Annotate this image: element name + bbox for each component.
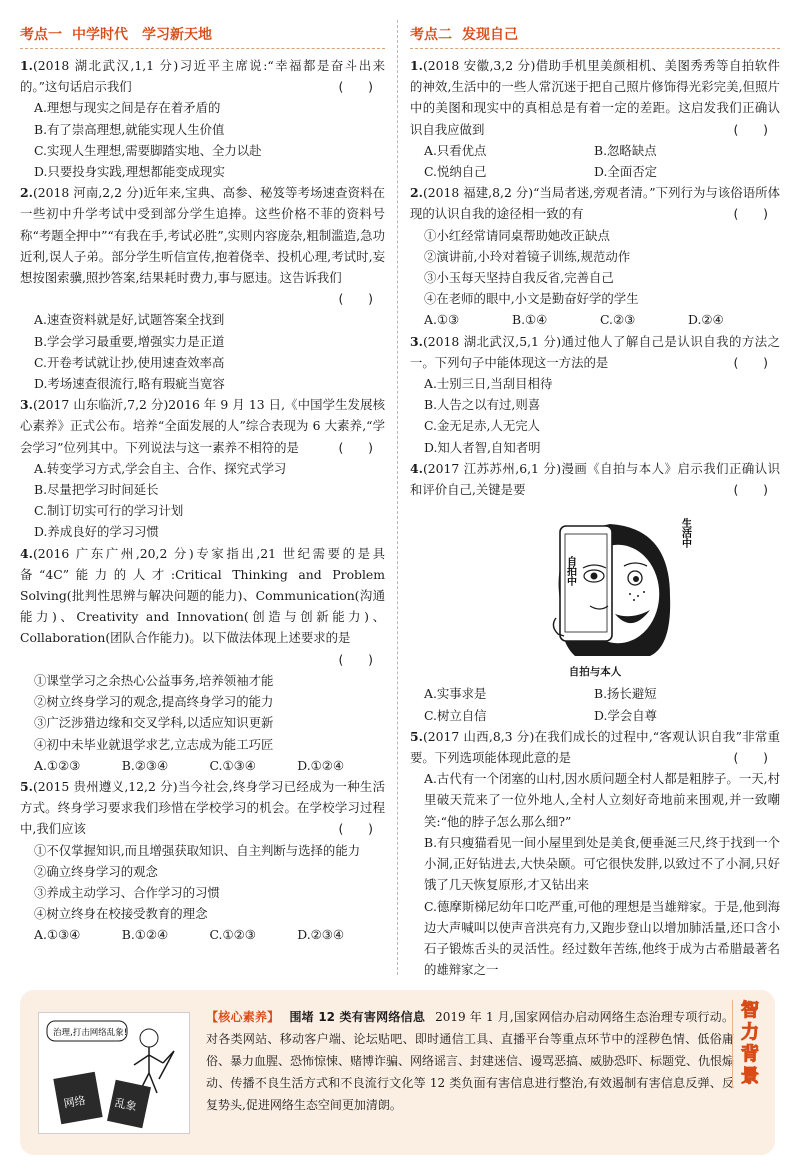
answer-paren: ( )	[733, 482, 768, 498]
speech-bubble: 治理,打击网络乱象!	[53, 1028, 128, 1038]
statement: ②确立终身学习的观念	[34, 863, 158, 879]
choice: D.②③④	[297, 927, 345, 943]
choice-grid	[410, 683, 780, 725]
left-column	[20, 0, 385, 946]
choice: A.①③④	[34, 927, 81, 943]
section-title: 中学时代 学习新天地	[72, 27, 212, 43]
statement: ③小玉每天坚持自我反省,完善自己	[424, 270, 614, 286]
section-label: 考点二	[410, 27, 452, 43]
question-stem: (2018 河南,2,2 分)近年来,宝典、高参、秘笈等考场速查资料在一些初中升学考试中受到部分学生追捧。这些价格不菲的资料号称“考题全押中”“有我在手,考试必胜”,实则内容庞杂,粗制滥造,急功近利,误人子弟。部分学生听信宣传,抱着侥幸、投机心理,考试时,妄想按图索骥,照抄答案,结果耗时费力,事与愿违。这告诉我们	[20, 185, 385, 286]
option: B.尽量把学习时间延长	[34, 482, 159, 498]
question-stem: (2018 湖北武汉,5,1 分)通过他人了解自己是认识自我的方法之一。下列句子中能体现这一方法的是	[410, 333, 780, 370]
option: C.实现人生理想,需要脚踏实地、全力以赴	[34, 142, 262, 158]
choice: B.②③④	[121, 757, 169, 773]
option: C.金无足赤,人无完人	[424, 418, 541, 434]
option: D.养成良好的学习习惯	[34, 524, 159, 540]
statement: ③养成主动学习、合作学习的习惯	[34, 884, 220, 900]
answer-paren: ( )	[733, 354, 768, 370]
option: A.转变学习方式,学会自主、合作、探究式学习	[34, 460, 287, 476]
section-rule	[410, 48, 780, 49]
answer-paren: ( )	[733, 121, 768, 137]
option: B.人告之以有过,则喜	[424, 397, 541, 413]
choice-grid	[410, 140, 780, 182]
statement: ②演讲前,小玲对着镜子训练,规范动作	[424, 248, 631, 264]
statement: ①不仅掌握知识,而且增强获取知识、自主判断与选择的能力	[34, 842, 361, 858]
option: C.制订切实可行的学习计划	[34, 503, 184, 519]
choice: C.悦纳自己	[424, 164, 487, 180]
question-stem: (2018 福建,8,2 分)“当局者迷,旁观者清。”下列行为与该俗语所体现的认识自我的途径相一致的有	[410, 185, 780, 222]
statement: ①小红经常请同桌帮助她改正缺点	[424, 227, 610, 243]
option: A.士别三日,当刮目相待	[424, 376, 553, 392]
question-stem: (2015 贵州遵义,12,2 分)当今社会,终身学习已经成为一种生活方式。终身学习要求我们珍惜在学校学习的机会。在学校学习过程中,我们应该	[20, 778, 385, 837]
question-stem: (2018 湖北武汉,1,1 分)习近平主席说:“幸福都是奋斗出来的。”这句话启示我们	[20, 58, 385, 95]
question-1-4: 4.(2016 广东广州,20,2 分)专家指出,21 世纪需要的是具备“4C”能力的人才:Critical Thinking and Problem Solving(批判性思辨与解决问题的能力)、Communication(沟通能力)、Creativity and Innovation(创造与创新能力)、Collaboration(团队合作能力)。以下做法体现上述要求的是 ( ) ①课堂学习之余热心公益事务,培养领袖才能 ②树立终身学习的观念,提高终身学习的能力 ③广泛涉猎边缘和交叉学科,以适应知识更新 ④初中未毕业就退学求艺,立志成为能工巧匠 A.①②③ B.②③④ C.①③④ D.①②④	[20, 543, 385, 776]
question-1-3: 3.(2017 山东临沂,7,2 分)2016 年 9 月 13 日,《中国学生发展核心素养》正式公布。培养“全面发展的人”综合表现为 6 大素养,“学会学习”位列其中。下列说法与这一素养不相符的是 ( ) A.转变学习方式,学会自主、合作、探究式学习 B.尽量把学习时间延长 C.制订切实可行的学习计划 D.养成良好的学习习惯	[20, 394, 385, 542]
side-label-background: 智力背景	[732, 1000, 761, 1088]
question-2-2: 2.(2018 福建,8,2 分)“当局者迷,旁观者清。”下列行为与该俗语所体现的认识自我的途径相一致的有 ( ) ①小红经常请同桌帮助她改正缺点 ②演讲前,小玲对着镜子训练,规范动作 ③小玉每天坚持自我反省,完善自己 ④在老师的眼中,小文是勤奋好学的学生 A.①③ B.①④ C.②③ D.②④	[410, 182, 780, 330]
option: A.速查资料就是好,试题答案全找到	[34, 312, 225, 328]
choice: B.①④	[512, 312, 548, 328]
choice: C.树立自信	[424, 707, 487, 723]
option: A.理想与现实之间是存在着矛盾的	[34, 100, 221, 116]
sign-network: 网络	[62, 1093, 87, 1111]
choice: B.扬长避短	[594, 686, 657, 702]
answer-paren: ( )	[733, 206, 768, 222]
core-literacy-box	[20, 990, 775, 1155]
choice: A.①②③	[34, 757, 81, 773]
choice: B.忽略缺点	[594, 142, 657, 158]
core-literacy-tag: 【核心素养】	[206, 1010, 280, 1024]
cartoon-selfie-vs-real	[520, 506, 700, 666]
cartoon-caption: 自拍与本人	[568, 666, 622, 679]
question-stem: (2018 安徽,3,2 分)借助手机里美颜相机、美图秀秀等自拍软件的神效,生活中的一些人常沉迷于把自己照片修饰得光彩完美,但照片中的美图和现实中的真相总是有着一定的差距。这启发我们正确认识自我应做到	[410, 58, 780, 137]
cartoon-illustration	[39, 1013, 189, 1133]
choice-row	[20, 755, 385, 776]
choice: C.①③④	[209, 757, 256, 773]
section-title: 发现自己	[462, 27, 518, 43]
option: C.德摩斯梯尼幼年口吃严重,可他的理想是当雄辩家。于是,他到海边大声喊叫以使声音洪亮有力,又跑步登山以增加肺活量,还口含小石子锻炼舌头的灵活性。经过数年苦练,他终于成为古希腊最著名的雄辩家之一	[424, 898, 780, 978]
option: D.考场速查很流行,略有瑕疵当宽容	[34, 376, 225, 392]
statement: ②树立终身学习的观念,提高终身学习的能力	[34, 694, 274, 710]
answer-paren: ( )	[338, 439, 373, 455]
core-literacy-text	[206, 1006, 734, 1116]
question-stem: (2017 山西,8,3 分)在我们成长的过程中,“客观认识自我”非常重要。下列选项能体现此意的是	[410, 728, 780, 766]
choice: C.①②③	[209, 927, 256, 943]
question-1-5: 5.(2015 贵州遵义,12,2 分)当今社会,终身学习已经成为一种生活方式。终身学习要求我们珍惜在学校学习的机会。在学校学习过程中,我们应该 ( ) ①不仅掌握知识,而且增强获取知识、自主判断与选择的能力 ②确立终身学习的观念 ③养成主动学习、合作学习的习惯 ④树立终身在校接受教育的理念 A.①③④ B.①②④ C.①②③ D.②③④	[20, 776, 385, 946]
question-2-1: 1.(2018 安徽,3,2 分)借助手机里美颜相机、美图秀秀等自拍软件的神效,生活中的一些人常沉迷于把自己照片修饰得光彩完美,但照片中的美图和现实中的真相总是有着一定的差距。这启发我们正确认识自我应做到 ( ) A.只看优点 B.忽略缺点 C.悦纳自己 D.全面否定	[410, 55, 780, 182]
question-stem: (2016 广东广州,20,2 分)专家指出,21 世纪需要的是具备“4C”能力的人才:Critical Thinking and Problem Solving(批判性思辨与解决问题的能力)、Communication(沟通能力)、Creativity and Innovation(创造与创新能力)、Collaboration(团队合作能力)。以下做法体现上述要求的是	[20, 545, 385, 646]
statement: ③广泛涉猎边缘和交叉学科,以适应知识更新	[34, 715, 274, 731]
choice: D.①②④	[297, 757, 345, 773]
choice: D.全面否定	[594, 164, 657, 180]
right-column	[410, 0, 780, 980]
sign-chaos: 乱象	[113, 1096, 138, 1114]
cartoon-illustration	[520, 506, 700, 666]
question-stem: (2017 江苏苏州,6,1 分)漫画《自拍与本人》启示我们正确认识和评价自己,关键是要	[410, 460, 780, 498]
option: B.有了崇高理想,就能实现人生价值	[34, 121, 225, 137]
label-real-life: 生活中	[679, 518, 691, 549]
label-selfie: 自拍中	[564, 556, 576, 587]
statement: ④在老师的眼中,小文是勤奋好学的学生	[424, 291, 639, 307]
answer-paren: ( )	[338, 79, 373, 95]
option: B.有只瘦猫看见一间小屋里到处是美食,便垂涎三尺,终于找到一个小洞,正好钻进去,大快朵颐。可它很快发胖,以致过不了小洞,只好饿了几天恢复原形,才又钻出来	[424, 834, 780, 893]
option: C.开卷考试就让抄,使用速查效率高	[34, 354, 225, 370]
section-rule	[20, 48, 385, 49]
question-2-3: 3.(2018 湖北武汉,5,1 分)通过他人了解自己是认识自我的方法之一。下列句子中能体现这一方法的是 ( ) A.士别三日,当刮目相待 B.人告之以有过,则喜 C.金无足赤,人无完人 D.知人者智,自知者明	[410, 331, 780, 458]
option: D.知人者智,自知者明	[424, 439, 541, 455]
choice: D.②④	[688, 312, 724, 328]
choice: A.实事求是	[424, 686, 487, 702]
question-2-5: 5.(2017 山西,8,3 分)在我们成长的过程中,“客观认识自我”非常重要。下列选项能体现此意的是 ( ) A.古代有一个闭塞的山村,因水质问题全村人都是粗脖子。一天,村里破天荒来了一位外地人,全村人立刻好奇地前来围观,并一致嘲笑:“他的脖子怎么那么细?” B.有只瘦猫看见一间小屋里到处是美食,便垂涎三尺,终于找到一个小洞,正好钻进去,大快朵颐。可它很快发胖,以致过不了小洞,只好饿了几天恢复原形,才又钻出来 C.德摩斯梯尼幼年口吃严重,可他的理想是当雄辩家。于是,他到海边大声喊叫以使声音洪亮有力,又跑步登山以增加肺活量,还口含小石子锻炼舌头的灵活性。经过数年苦练,他终于成为古希腊最著名的雄辩家之一	[410, 726, 780, 980]
option: B.学会学习最重要,增强实力是正道	[34, 333, 225, 349]
statement: ④树立终身在校接受教育的理念	[34, 906, 208, 922]
answer-paren: ( )	[733, 750, 768, 766]
section-label: 考点一	[20, 27, 62, 43]
choice-row	[410, 309, 780, 330]
statement: ①课堂学习之余热心公益事务,培养领袖才能	[34, 672, 274, 688]
choice: A.①③	[424, 312, 460, 328]
question-2-4: 4.(2017 江苏苏州,6,1 分)漫画《自拍与本人》启示我们正确认识和评价自己,关键是要 ( ) 自拍中 生活中 自拍与本人 A.实事求是 B.扬长避短 C.树立自信 D.学会自尊	[410, 458, 780, 726]
choice: B.①②④	[121, 927, 169, 943]
question-1-2: 2.(2018 河南,2,2 分)近年来,宝典、高参、秘笈等考场速查资料在一些初中升学考试中受到部分学生追捧。这些价格不菲的资料号称“考题全押中”“有我在手,考试必胜”,实则内容庞杂,粗制滥造,急功近利,误人子弟。部分学生听信宣传,抱着侥幸、投机心理,考试时,妄想按图索骥,照抄答案,结果耗时费力,事与愿违。这告诉我们 ( ) A.速查资料就是好,试题答案全找到 B.学会学习最重要,增强实力是正道 C.开卷考试就让抄,使用速查效率高 D.考场速查很流行,略有瑕疵当宽容	[20, 182, 385, 394]
question-1-1: 1.(2018 湖北武汉,1,1 分)习近平主席说:“幸福都是奋斗出来的。”这句话启示我们 ( ) A.理想与现实之间是存在着矛盾的 B.有了崇高理想,就能实现人生价值 C.实现人生理想,需要脚踏实地、全力以赴 D.只要投身实践,理想都能变成现实	[20, 55, 385, 182]
section-header-1	[20, 0, 385, 48]
answer-paren: ( )	[338, 821, 373, 837]
choice: D.学会自尊	[594, 707, 657, 723]
choice: C.②③	[600, 312, 636, 328]
option: A.古代有一个闭塞的山村,因水质问题全村人都是粗脖子。一天,村里破天荒来了一位外地人,全村人立刻好奇地前来围观,并一致嘲笑:“他的脖子怎么那么细?”	[424, 771, 780, 829]
cartoon-network-governance	[38, 1012, 190, 1134]
core-literacy-title: 围堵 12 类有害网络信息	[289, 1010, 426, 1024]
statement: ④初中未毕业就退学求艺,立志成为能工巧匠	[34, 736, 274, 752]
choice-row	[20, 924, 385, 945]
answer-paren: ( )	[338, 651, 373, 667]
option: D.只要投身实践,理想都能变成现实	[34, 164, 225, 180]
section-header-2	[410, 0, 780, 48]
answer-paren: ( )	[338, 291, 373, 307]
choice: A.只看优点	[424, 142, 487, 158]
question-stem: (2017 山东临沂,7,2 分)2016 年 9 月 13 日,《中国学生发展核心素养》正式公布。培养“全面发展的人”综合表现为 6 大素养,“学会学习”位列其中。下列说法与这一素养不相符的是	[20, 397, 385, 455]
column-divider	[397, 20, 398, 975]
core-literacy-body: 2019 年 1 月,国家网信办启动网络生态治理专项行动。对各类网站、移动客户端、论坛贴吧、即时通信工具、直播平台等重点环节中的淫秽色情、低俗庸俗、暴力血腥、恐怖惊悚、赌博诈骗、网络谣言、封建迷信、谩骂恶搞、威胁恐吓、标题党、仇恨煽动、传播不良生活方式和不良流行文化等 12 类负面有害信息进行整治,有效遏制有害信息反弹、反复势头,促进网络生态空间更加清朗。	[206, 1010, 735, 1112]
